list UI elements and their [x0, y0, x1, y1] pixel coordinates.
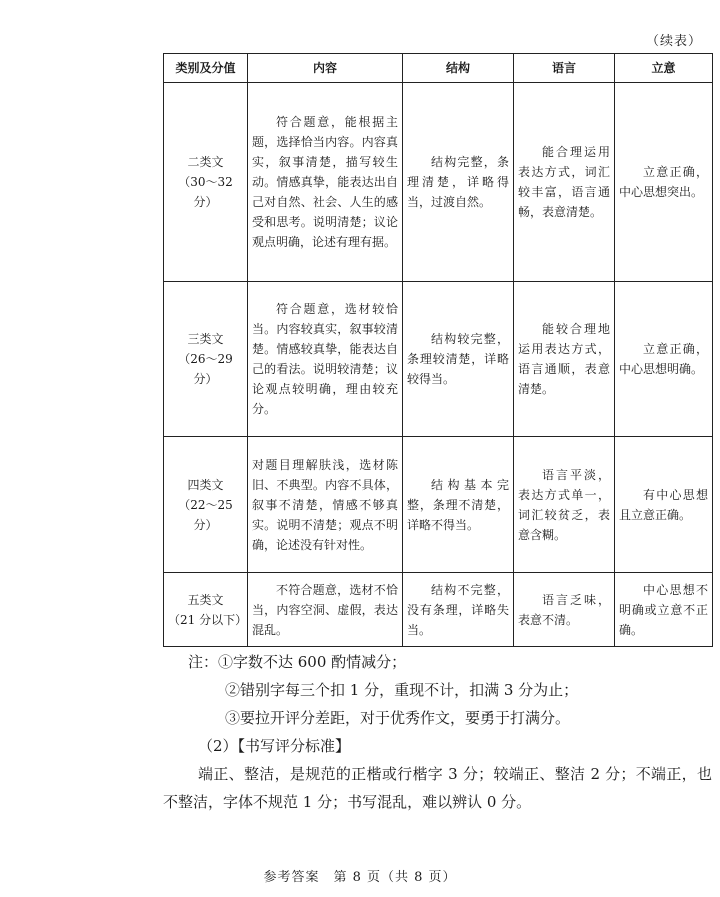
note-item: ③要拉开评分差距，对于优秀作文，要勇于打满分。	[225, 709, 571, 727]
structure-cell: 结构完整，条理清楚，详略得当，过渡自然。	[403, 83, 514, 282]
category-range: （22～25 分）	[178, 497, 233, 532]
category-name: 五类文	[187, 592, 224, 607]
table-row	[164, 83, 713, 282]
note-item: ②错别字每三个扣 1 分，重现不计，扣满 3 分为止；	[225, 681, 579, 699]
idea-cell: 中心思想不明确或立意不正确。	[615, 573, 713, 647]
category-name: 二类文	[187, 155, 224, 169]
structure-cell: 结构不完整，没有条理，详略失当。	[403, 573, 514, 647]
table-row	[164, 573, 713, 647]
page-footer: 参考答案 第 8 页（共 8 页）	[263, 870, 457, 885]
category-range: （30～32 分）	[178, 175, 233, 209]
grading-table	[163, 53, 713, 647]
header-content: 内容	[248, 54, 403, 83]
content-cell: 符合题意，能根据主题，选择恰当内容。内容真实，叙事清楚，描写较生动。情感真挚，能表达出自己对自然、社会、人生的感受和思考。说明清楚；议论观点明确，论述有理有据。	[248, 83, 403, 282]
header-idea: 立意	[615, 54, 713, 83]
notes-section	[163, 648, 712, 816]
category-range: （26～29 分）	[178, 352, 233, 386]
structure-cell: 结构基本完整，条理不清楚，详略不得当。	[403, 437, 514, 573]
header-language: 语言	[514, 54, 615, 83]
content-cell: 符合题意，选材较恰当。内容较真实，叙事较清楚。情感较真挚，能表达自己的看法。说明较清楚；议论观点较明确，理由较充分。	[248, 282, 403, 437]
content-cell: 不符合题意，选材不恰当，内容空洞、虚假，表达混乱。	[248, 573, 403, 647]
header-structure: 结构	[403, 54, 514, 83]
idea-cell: 有中心思想且立意正确。	[615, 437, 713, 573]
content-cell: 对题目理解肤浅，选材陈旧、不典型。内容不具体，叙事不清楚，情感不够真实。说明不清楚；观点不明确，论述没有针对性。	[248, 437, 403, 573]
writing-standard-text: 端正、整洁，是规范的正楷或行楷字 3 分；较端正、整洁 2 分；不端正，也不整洁，字体不规范 1 分；书写混乱，难以辨认 0 分。	[163, 765, 712, 811]
category-range: （21 分以下）	[168, 612, 248, 627]
category-cell	[164, 83, 248, 282]
category-name: 四类文	[187, 477, 224, 492]
category-cell	[164, 437, 248, 573]
table-row	[164, 437, 713, 573]
category-cell	[164, 573, 248, 647]
idea-cell: 立意正确，中心思想明确。	[615, 282, 713, 437]
idea-cell: 立意正确，中心思想突出。	[615, 83, 713, 282]
structure-cell: 结构较完整，条理较清楚，详略较得当。	[403, 282, 514, 437]
category-name: 三类文	[187, 332, 224, 346]
note-item: 注：①字数不达 600 酌情减分；	[188, 653, 407, 671]
table-header-row	[164, 54, 713, 83]
language-cell: 能合理运用表达方式，词汇较丰富，语言通畅，表意清楚。	[514, 83, 615, 282]
language-cell: 语言平淡，表达方式单一，词汇较贫乏，表意含糊。	[514, 437, 615, 573]
table-row	[164, 282, 713, 437]
language-cell: 语言乏味，表意不清。	[514, 573, 615, 647]
section-title: （2）【书写评分标准】	[198, 737, 351, 755]
continued-label: （续表）	[645, 34, 702, 49]
language-cell: 能较合理地运用表达方式，语言通顺，表意清楚。	[514, 282, 615, 437]
header-category: 类别及分值	[164, 54, 248, 83]
category-cell	[164, 282, 248, 437]
